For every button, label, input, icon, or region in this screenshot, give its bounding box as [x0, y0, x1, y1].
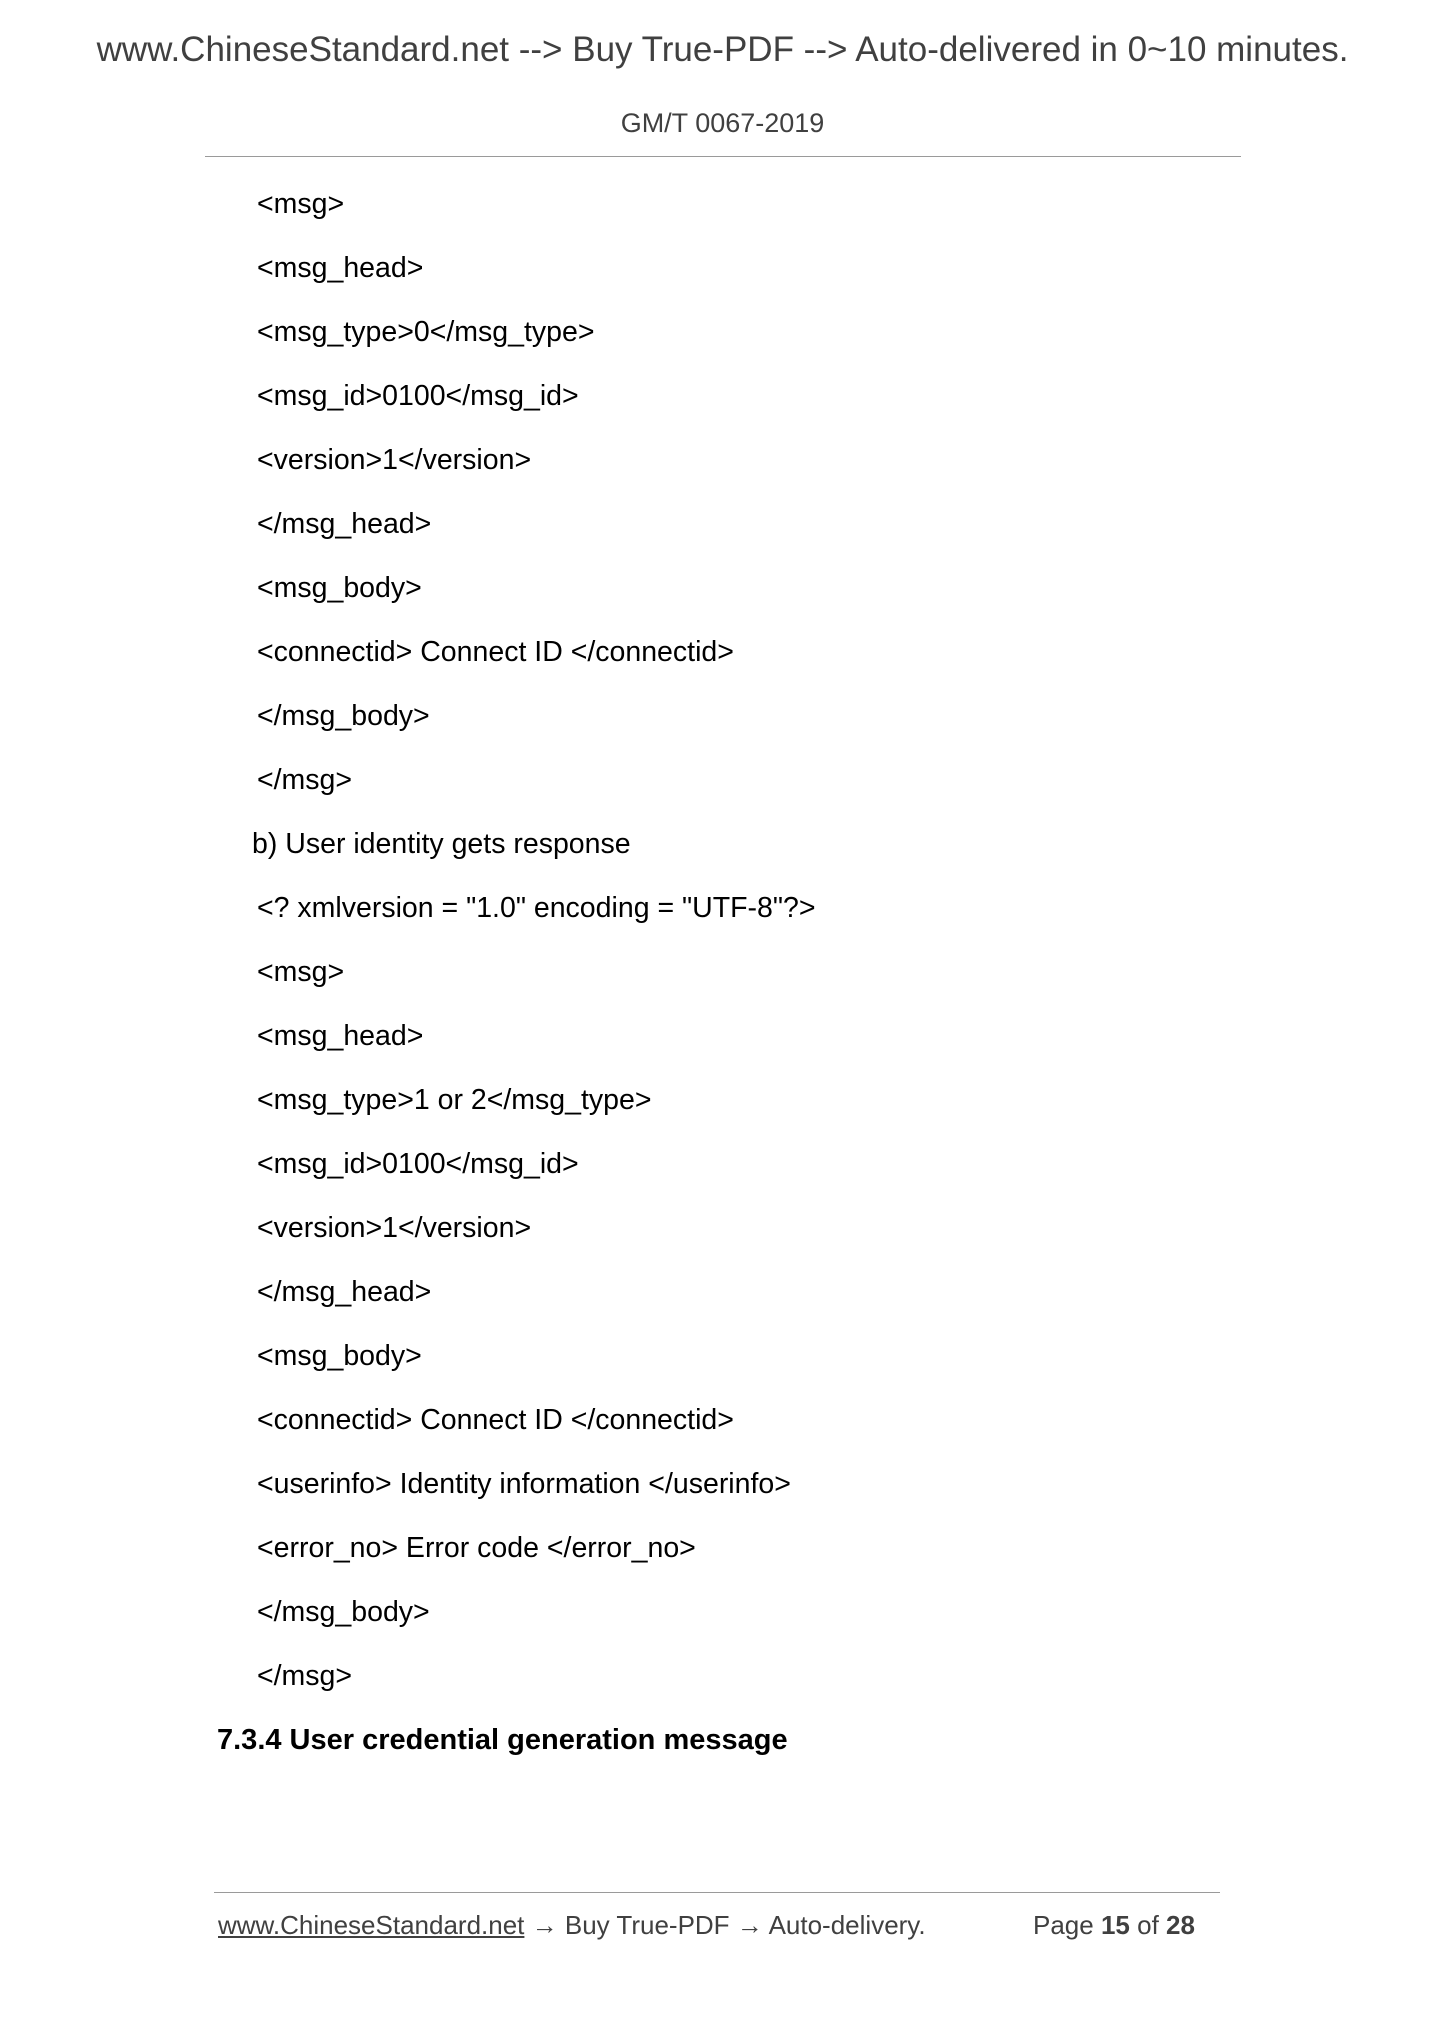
code-line: <msg> [257, 188, 345, 220]
footer-tagline: → Buy True-PDF → Auto-delivery. [524, 1910, 926, 1940]
code-line: <msg_id>0100</msg_id> [257, 380, 579, 412]
code-line: <msg> [257, 956, 345, 988]
page-indicator [1033, 1910, 1195, 1941]
page-label: Page [1033, 1910, 1094, 1940]
code-line: <msg_id>0100</msg_id> [257, 1148, 579, 1180]
code-line: </msg_head> [257, 508, 432, 540]
code-line: <version>1</version> [257, 444, 532, 476]
code-line: <msg_head> [257, 1020, 424, 1052]
of-label: of [1137, 1910, 1159, 1940]
code-line: <version>1</version> [257, 1212, 532, 1244]
code-line: <connectid> Connect ID </connectid> [257, 1404, 734, 1436]
section-heading: 7.3.4 User credential generation message [217, 1724, 788, 1756]
footer-site-link[interactable]: www.ChineseStandard.net [218, 1910, 525, 1940]
code-line: </msg_head> [257, 1276, 432, 1308]
footer-divider [214, 1892, 1220, 1893]
list-item-b: b) User identity gets response [252, 828, 631, 860]
code-line: <error_no> Error code </error_no> [257, 1532, 696, 1564]
code-line: <msg_body> [257, 1340, 422, 1372]
site-banner: www.ChineseStandard.net --> Buy True-PDF --> Auto-delivered in 0~10 minutes. [96, 30, 1349, 69]
code-line: <? xmlversion = "1.0" encoding = "UTF-8"?> [257, 892, 816, 924]
code-line: </msg_body> [257, 1596, 430, 1628]
code-line: <connectid> Connect ID </connectid> [257, 636, 734, 668]
code-line: <msg_type>0</msg_type> [257, 316, 595, 348]
code-line: <msg_body> [257, 572, 422, 604]
page-footer [218, 1910, 1218, 1941]
code-line: <msg_type>1 or 2</msg_type> [257, 1084, 652, 1116]
code-line: </msg> [257, 1660, 353, 1692]
code-line: </msg> [257, 764, 353, 796]
code-line: <msg_head> [257, 252, 424, 284]
total-pages-number: 28 [1166, 1910, 1195, 1940]
code-line: </msg_body> [257, 700, 430, 732]
current-page-number: 15 [1100, 1910, 1130, 1940]
header-divider [205, 156, 1241, 157]
document-code: GM/T 0067-2019 [620, 108, 825, 138]
code-line: <userinfo> Identity information </userinfo> [257, 1468, 791, 1500]
